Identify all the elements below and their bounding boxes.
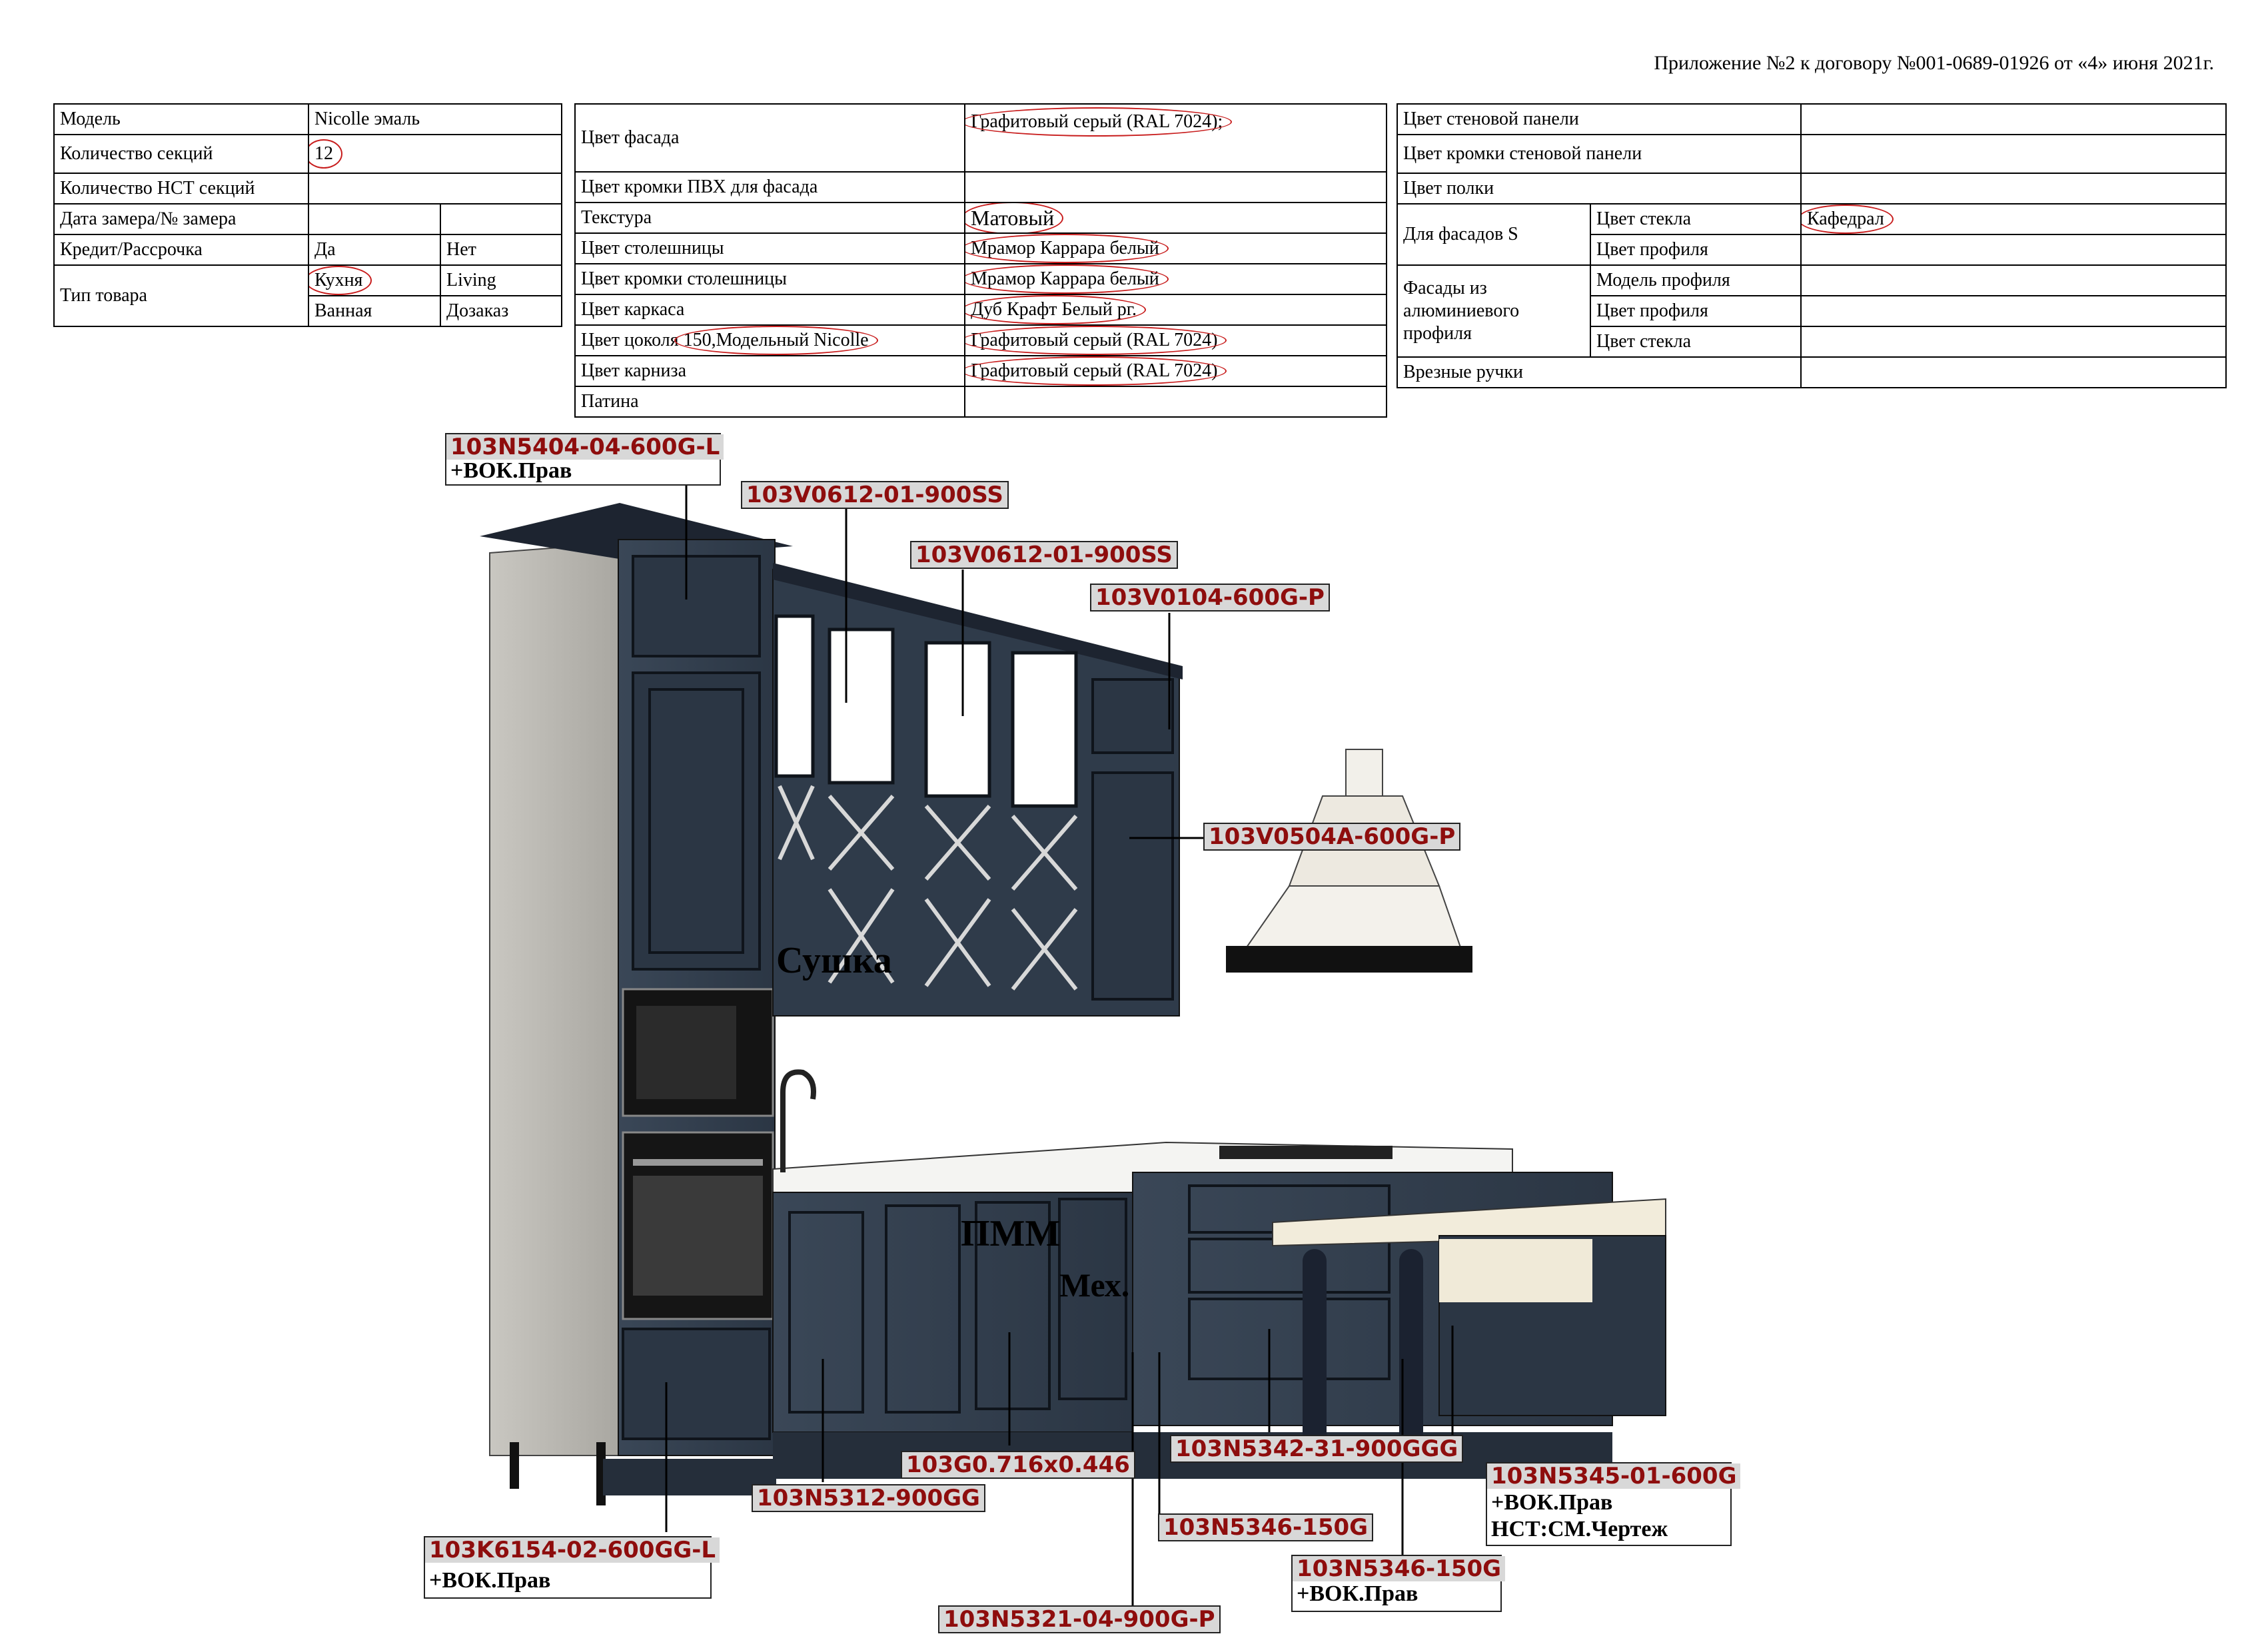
glass-value: Кафедрал	[1807, 208, 1884, 229]
type-label: Тип товара	[54, 265, 308, 326]
cornice-label: Цвет карниза	[575, 356, 965, 386]
type-custom: Дозаказ	[440, 296, 562, 326]
plinth-value: Графитовый серый (RAL 7024)	[971, 330, 1218, 350]
part-code-5: 103V0504A-600G-P	[1203, 823, 1460, 851]
nst-label: Количество НСТ секций	[54, 173, 308, 204]
part-code-1: 103N5404-04-600G-L	[446, 434, 724, 460]
facade-label: Цвет фасада	[575, 104, 965, 172]
facade-s-label: Для фасадов S	[1397, 204, 1590, 265]
part-code-2: 103V0612-01-900SS	[741, 481, 1009, 509]
part-code-10: 103N5345-01-600G	[1487, 1463, 1740, 1489]
part-code-12: 103N5346-150G	[1293, 1556, 1505, 1581]
part-code-4: 103V0104-600G-P	[1090, 584, 1330, 612]
profile-model-label: Модель профиля	[1590, 265, 1801, 296]
facade-value: Графитовый серый (RAL 7024);	[971, 111, 1223, 132]
part-code-11: 103N5346-150G	[1158, 1513, 1373, 1541]
part-note-1: +ВОК.Прав	[450, 458, 572, 483]
sections-value: 12	[314, 143, 333, 164]
alu-profile-color-label: Цвет профиля	[1590, 296, 1801, 326]
part-label-group-8	[424, 1536, 716, 1599]
top-edge-label: Цвет кромки столешницы	[575, 264, 965, 294]
alu-label: Фасады из алюминиевого профиля	[1397, 265, 1590, 357]
top-label: Цвет столешницы	[575, 233, 965, 264]
credit-yes: Да	[308, 234, 440, 265]
part-note-10b: НСТ:СМ.Чертеж	[1491, 1517, 1668, 1541]
carcass-label: Цвет каркаса	[575, 294, 965, 325]
part-note-8: +ВОК.Прав	[429, 1568, 551, 1593]
part-label-group-1	[445, 433, 721, 486]
range-hood	[1226, 749, 1472, 973]
credit-label: Кредит/Рассрочка	[54, 234, 308, 265]
carcass-value: Дуб Крафт Белый рг.	[971, 299, 1137, 320]
credit-no: Нет	[440, 234, 562, 265]
part-note-12: +ВОК.Прав	[1297, 1581, 1418, 1606]
top-value: Мрамор Каррара белый	[971, 238, 1159, 258]
measure-label: Дата замера/№ замера	[54, 204, 308, 234]
contract-header: Приложение №2 к договору №001-0689-01926 от «4» июня 2021г.	[1654, 52, 2214, 74]
texture-label: Текстура	[575, 203, 965, 233]
part-code-6: 103G0.716x0.446	[901, 1451, 1135, 1479]
plinth-label: Цвет цоколя	[581, 330, 679, 350]
handles-label: Врезные ручки	[1397, 357, 1801, 388]
part-label-group-12	[1291, 1555, 1502, 1612]
texture-value: Матовый	[971, 205, 1055, 230]
part-note-10a: +ВОК.Прав	[1491, 1490, 1613, 1515]
model-value: Nicolle эмаль	[308, 104, 562, 135]
glass-label: Цвет стекла	[1590, 204, 1801, 234]
wall-edge-label: Цвет кромки стеновой панели	[1397, 135, 1801, 173]
part-label-group-10	[1486, 1462, 1737, 1546]
plinth-note: 150,Модельный Nicolle	[683, 330, 869, 350]
shelf-label: Цвет полки	[1397, 173, 1801, 204]
type-bath: Ванная	[308, 296, 440, 326]
part-code-9: 103N5342-31-900GGG	[1170, 1435, 1463, 1463]
alu-glass-label: Цвет стекла	[1590, 326, 1801, 357]
top-edge-value: Мрамор Каррара белый	[971, 268, 1159, 289]
part-code-3: 103V0612-01-900SS	[910, 541, 1178, 569]
wall-panel-label: Цвет стеновой панели	[1397, 104, 1801, 135]
drying-label: Сушка	[776, 940, 892, 981]
mech-label: Мех.	[1059, 1266, 1130, 1304]
part-code-7: 103N5312-900GG	[752, 1484, 985, 1512]
patina-label: Патина	[575, 386, 965, 417]
edge-label: Цвет кромки ПВХ для фасада	[575, 172, 965, 203]
part-code-13: 103N5321-04-900G-P	[938, 1605, 1221, 1633]
part-code-8: 103K6154-02-600GG-L	[425, 1537, 720, 1563]
sections-label: Количество секций	[54, 135, 308, 173]
model-label: Модель	[54, 104, 308, 135]
type-kitchen: Кухня	[314, 270, 363, 290]
dishwasher-label: ПММ	[961, 1213, 1061, 1254]
profile-color-label: Цвет профиля	[1590, 234, 1801, 265]
type-living: Living	[440, 265, 562, 296]
tall-cabinet	[480, 503, 793, 1505]
cornice-value: Графитовый серый (RAL 7024)	[971, 360, 1218, 381]
